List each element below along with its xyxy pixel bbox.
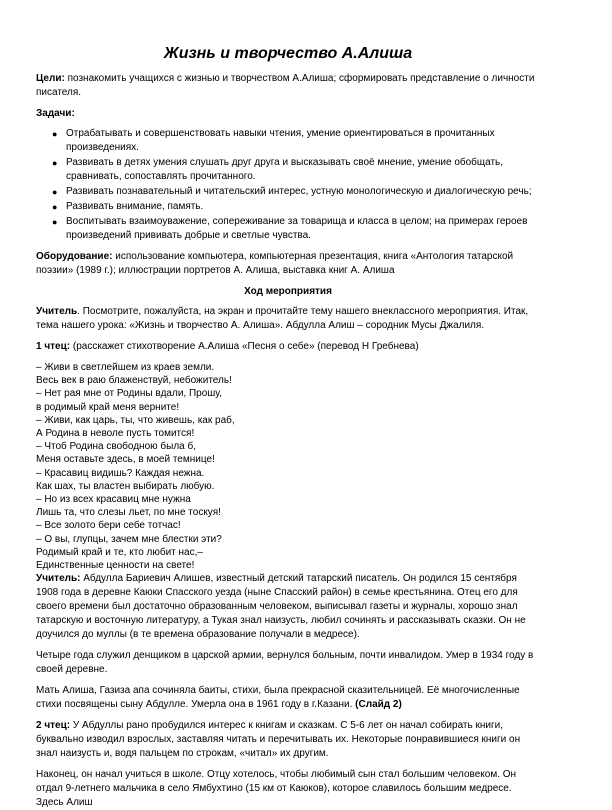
equipment-label: Оборудование: <box>36 251 113 262</box>
reader2-label: 2 чтец: <box>36 720 71 732</box>
teacher-intro-label: Учитель <box>36 306 78 317</box>
list-item: ● Развивать внимание, память. <box>52 201 204 212</box>
poem-line: – Живи в светлейшем из краев земли. <box>36 362 215 373</box>
reader1-paragraph <box>36 340 540 354</box>
bullet-icon: ● <box>52 217 58 227</box>
section-heading: Ход мероприятия <box>244 286 332 297</box>
bullet-icon: ● <box>52 187 58 197</box>
mother-text: Мать Алиша, Газиза апа сочиняла баиты, стихи, была прекрасной сказительницей. Её многочисленные стихи посвящены сыну Абдулле. Умерла она в 1961 году в г.Казани. <box>36 685 520 711</box>
teacher-bio-text: Абдулла Бариевич Алишев, известный детский татарский писатель. Он родился 15 сентября 1908 года в деревне Каюки Спасского уезда (ныне Спасский район) в семье крестьянина. Отец его для своего времени был достаточно образованным человеком, выписывал газеты и журналы, хорошо знал татарскую и восточную литературу, а Тукая знал наизусть, любил сочинять и рассказывать сказки. Он не доучился до муллы (в те времена образование получали в медресе). <box>36 573 526 641</box>
mother-paragraph <box>36 684 540 712</box>
tasks-list <box>36 127 540 243</box>
poem-line: Лишь та, что слезы льет, по мне тоскуя! <box>36 507 221 519</box>
poem-line: Весь век в раю блаженствуй, небожитель! <box>36 375 232 387</box>
equipment-text: использование компьютера, компьютерная презентация, книга «Антология татарской поэзии» (1989 г.); иллюстрации портретов А. Алиша, выставка книг А. Алиша <box>36 251 514 276</box>
poem-line: А Родина в неволе пусть томится! <box>36 428 195 440</box>
goals-text: познакомить учащихся с жизнью и творчеством А.Алиша; сформировать представление о личности писателя. <box>36 73 535 98</box>
poem-line: – О вы, глупцы, зачем мне блестки эти? <box>36 533 222 545</box>
poem-line: Единственные ценности на свете! <box>36 560 195 572</box>
goals-paragraph <box>36 72 540 100</box>
teacher-bio-label: Учитель: <box>36 573 81 585</box>
list-item: ● Отрабатывать и совершенствовать навыки чтения, умение ориентироваться в прочитанных произведениях. <box>52 128 495 153</box>
page-title: Жизнь и творчество А.Алиша <box>163 45 413 62</box>
poem-line: – Нет рая мне от Родины вдали, Прошу, <box>36 388 223 400</box>
reader1-label: 1 чтец: <box>36 341 71 352</box>
poem <box>36 361 540 572</box>
poem-line: в родимый край меня верните! <box>36 401 180 413</box>
reader1-text: (расскажет стихотворение А.Алиша «Песня о себе» (перевод Н Гребнева) <box>70 341 419 352</box>
bullet-icon: ● <box>52 158 58 168</box>
poem-line: – Живи, как царь, ты, что живешь, как раб, <box>36 414 235 426</box>
poem-line: – Красавиц видишь? Каждая нежна. <box>36 467 205 479</box>
goals-label: Цели: <box>36 73 65 84</box>
poem-line: – Чтоб Родина свободною была б, <box>36 441 197 453</box>
teacher-intro-paragraph <box>36 305 540 333</box>
slide-reference: (Слайд 2) <box>355 699 402 711</box>
reader2-paragraph <box>36 719 540 761</box>
tasks-label: Задачи: <box>36 108 75 119</box>
army-paragraph: Четыре года служил денщиком в царской армии, вернулся больным, почти инвалидом. Умер в 1934 году в своей деревне. <box>36 650 534 676</box>
bullet-icon: ● <box>52 129 58 139</box>
poem-line: Как шах, ты властен выбирать любую. <box>36 480 215 492</box>
poem-line: Меня оставьте здесь, в моей темнице! <box>36 454 215 466</box>
bullet-icon: ● <box>52 202 58 212</box>
poem-line: Родимый край и те, кто любит нас,– <box>36 546 203 558</box>
equipment-paragraph <box>36 250 540 278</box>
list-item: ● Воспитывать взаимоуважение, сопереживание за товарища и класса в целом; на примерах героев произведений прививать добрые и светлые чувства. <box>52 216 528 241</box>
poem-line: – Все золото бери себе тотчас! <box>36 520 181 532</box>
poem-line: – Но из всех красавиц мне нужна <box>36 494 191 506</box>
teacher-intro-text: . Посмотрите, пожалуйста, на экран и прочитайте тему нашего внеклассного мероприятия. Итак, тема нашего урока: «Жизнь и творчество А. Алиша». Абдулла Алиш – сородник Мусы Джалиля. <box>36 306 529 331</box>
teacher-bio-paragraph <box>36 572 540 642</box>
school-paragraph: Наконец, он начал учиться в школе. Отцу хотелось, чтобы любимый сын стал большим человеком. Он отдал 9-летнего мальчика в село Ямбухтино (15 км от Каюков), которое славилось большим медресе. Здесь Алиш <box>36 769 517 809</box>
reader2-text: У Абдуллы рано пробудился интерес к книгам и сказкам. С 5-6 лет он начал собирать книги, буквально изводил взрослых, заставляя читать и перечитывать их. Некоторые понравившиеся книги он знал наизусть и, водя пальцем по строкам, «читал» их другим. <box>36 720 521 760</box>
list-item: ● Развивать познавательный и читательский интерес, устную монологическую и диалогическую речь; <box>52 186 532 197</box>
list-item: ● Развивать в детях умения слушать друг друга и высказывать своё мнение, умение обобщать, сравнивать, сопоставлять прочитанного. <box>52 157 504 182</box>
